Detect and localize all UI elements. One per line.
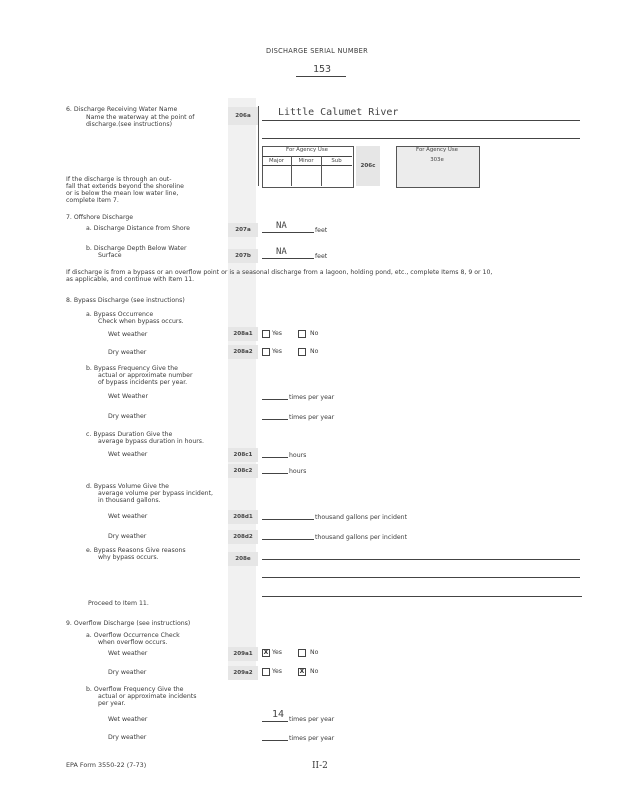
s8e-line-2[interactable] xyxy=(262,577,580,578)
s8a1-yes-checkbox[interactable] xyxy=(262,330,270,338)
form-number: EPA Form 3550-22 (7-73) xyxy=(66,761,147,769)
overflow-frequency-wet-value[interactable]: 14 xyxy=(272,709,285,720)
s8d-title-1: d. Bypass Volume Give the xyxy=(86,483,169,490)
s8b1-unit: times per year xyxy=(289,394,335,401)
s9a-title-2: when overflow occurs. xyxy=(98,639,168,646)
serial-number-label: DISCHARGE SERIAL NUMBER xyxy=(266,47,369,55)
s9a2-yes-label: Yes xyxy=(272,668,282,675)
s8d2-line[interactable] xyxy=(262,539,314,540)
code-208c2: 208c2 xyxy=(228,464,258,478)
s7a-line xyxy=(262,232,314,233)
agency-row-line xyxy=(262,156,352,157)
s8b-title-3: of bypass incidents per year. xyxy=(98,379,188,386)
s8d2-unit: thousand gallons per incident xyxy=(315,534,408,541)
s8e-title-1: e. Bypass Reasons Give reasons xyxy=(86,547,186,554)
s9b2-line[interactable] xyxy=(262,740,288,741)
s8a2-no-label: No xyxy=(310,348,319,355)
s9a1-yes-label: Yes xyxy=(272,649,282,656)
s8d-title-3: in thousand gallons. xyxy=(98,497,161,504)
s8d-title-2: average volume per bypass incident, xyxy=(98,490,213,497)
s9a2-yes-checkbox[interactable] xyxy=(262,668,270,676)
s8-proceed: Proceed to Item 11. xyxy=(88,600,149,607)
s9a-dry: Dry weather xyxy=(108,669,147,676)
s9b-title-2: actual or approximate incidents xyxy=(98,693,197,700)
s6-note-2: fall that extends beyond the shoreline xyxy=(66,183,184,190)
s8a-wet: Wet weather xyxy=(108,331,148,338)
s7-note-1: If discharge is from a bypass or an overflow point or is a seasonal discharge from a lagoon, holding pond, etc., complete Items 8, 9 or 10, xyxy=(66,269,493,276)
code-209a1: 209a1 xyxy=(228,647,258,661)
code-208e: 208e xyxy=(228,552,258,566)
s8c2-line[interactable] xyxy=(262,473,288,474)
code-206c: 206c xyxy=(356,146,380,186)
s7b-label-1: b. Discharge Depth Below Water xyxy=(86,245,187,252)
s8a-title-1: a. Bypass Occurrence xyxy=(86,311,154,318)
s8b-wet: Wet Weather xyxy=(108,393,149,400)
s7b-unit: feet xyxy=(315,253,328,260)
code-column-band xyxy=(228,98,256,666)
s8a-title-2: Check when bypass occurs. xyxy=(98,318,184,325)
s8e-line-1[interactable] xyxy=(262,559,580,560)
s9a2-no-label: No xyxy=(310,668,319,675)
agency-col-div-2 xyxy=(321,156,322,186)
agency-col-div-1 xyxy=(291,156,292,186)
page-number: II-2 xyxy=(312,761,328,771)
s8e-title-2: why bypass occurs. xyxy=(98,554,159,561)
s6-note-3: or is below the mean low water line, xyxy=(66,190,179,197)
s9b2-unit: times per year xyxy=(289,735,335,742)
code-208d2: 208d2 xyxy=(228,530,258,544)
s8b1-line[interactable] xyxy=(262,399,288,400)
s9-title: 9. Overflow Discharge (see instructions) xyxy=(66,620,191,627)
agency-col-major: Major xyxy=(269,158,284,164)
s9a-title-1: a. Overflow Occurrence Check xyxy=(86,632,180,639)
s7a-label: a. Discharge Distance from Shore xyxy=(86,225,190,232)
s8b-title-2: actual or approximate number xyxy=(98,372,193,379)
code-207b: 207b xyxy=(228,249,258,263)
s6-title: 6. Discharge Receiving Water Name xyxy=(66,106,178,113)
s8d1-line[interactable] xyxy=(262,519,314,520)
s9a1-no-label: No xyxy=(310,649,319,656)
s7-title: 7. Offshore Discharge xyxy=(66,214,134,221)
s8c1-unit: hours xyxy=(289,452,307,459)
s9b-wet: Wet weather xyxy=(108,716,148,723)
agency-col-sub: Sub xyxy=(331,158,342,164)
s9b1-line xyxy=(262,721,288,722)
s8b2-line[interactable] xyxy=(262,419,288,420)
s8a1-no-checkbox[interactable] xyxy=(298,330,306,338)
discharge-depth-value[interactable]: NA xyxy=(276,247,287,257)
s8d1-unit: thousand gallons per incident xyxy=(315,514,408,521)
serial-underline xyxy=(296,76,346,77)
s9a1-yes-checkbox[interactable]: X xyxy=(263,649,269,656)
s8c2-unit: hours xyxy=(289,468,307,475)
s8c1-line[interactable] xyxy=(262,457,288,458)
s8b-dry: Dry weather xyxy=(108,413,147,420)
code-208d1: 208d1 xyxy=(228,510,258,524)
agency-col-minor: Minor xyxy=(298,158,314,164)
s9a1-no-checkbox[interactable] xyxy=(298,649,306,657)
discharge-distance-value[interactable]: NA xyxy=(276,221,287,231)
s7a-unit: feet xyxy=(315,227,328,234)
s9b-dry: Dry weather xyxy=(108,734,147,741)
s8a2-no-checkbox[interactable] xyxy=(298,348,306,356)
s7b-line xyxy=(262,258,314,259)
s8d-wet: Wet weather xyxy=(108,513,148,520)
code-206a: 206a xyxy=(228,107,258,125)
s8a-dry: Dry weather xyxy=(108,349,147,356)
code-208c1: 208c1 xyxy=(228,448,258,462)
code-208a1: 208a1 xyxy=(228,327,258,341)
s6-desc-2: discharge.(see instructions) xyxy=(86,121,172,128)
s8d-dry: Dry weather xyxy=(108,533,147,540)
agency-use-label: For Agency Use xyxy=(286,147,328,153)
agency-use-value-2: 303e xyxy=(430,157,444,163)
s8c-title-2: average bypass duration in hours. xyxy=(98,438,204,445)
code-207a: 207a xyxy=(228,223,258,237)
s8a2-yes-label: Yes xyxy=(272,348,282,355)
s6-note-4: complete Item 7. xyxy=(66,197,119,204)
s9b-title-3: per year. xyxy=(98,700,126,707)
s8c-wet: Wet weather xyxy=(108,451,148,458)
s8a1-no-label: No xyxy=(310,330,319,337)
agency-row-line-2 xyxy=(262,165,352,166)
s9a-wet: Wet weather xyxy=(108,650,148,657)
s9b-title-1: b. Overflow Frequency Give the xyxy=(86,686,184,693)
s9a2-no-checkbox[interactable]: X xyxy=(299,668,305,675)
receiving-water-name[interactable]: Little Calumet River xyxy=(278,107,399,118)
s6-note-1: If the discharge is through an out- xyxy=(66,176,172,183)
code-208a2: 208a2 xyxy=(228,345,258,359)
s7b-label-2: Surface xyxy=(98,252,122,259)
s8a2-yes-checkbox[interactable] xyxy=(262,348,270,356)
agency-use-label-2: For Agency Use xyxy=(416,147,458,153)
s6-line-2 xyxy=(262,138,580,139)
code-209a2: 209a2 xyxy=(228,666,258,680)
s6-divider xyxy=(258,106,259,186)
s8c-title-1: c. Bypass Duration Give the xyxy=(86,431,173,438)
s8b-title-1: b. Bypass Frequency Give the xyxy=(86,365,178,372)
s8b2-unit: times per year xyxy=(289,414,335,421)
s8e-line-3[interactable] xyxy=(262,596,582,597)
s6-desc-1: Name the waterway at the point of xyxy=(86,114,195,121)
s8-title: 8. Bypass Discharge (see instructions) xyxy=(66,297,185,304)
s6-line-1 xyxy=(262,120,580,121)
s7-note-2: as applicable, and continue with Item 11. xyxy=(66,276,195,283)
serial-number-value: 153 xyxy=(313,64,332,75)
s9b1-unit: times per year xyxy=(289,716,335,723)
s8a1-yes-label: Yes xyxy=(272,330,282,337)
